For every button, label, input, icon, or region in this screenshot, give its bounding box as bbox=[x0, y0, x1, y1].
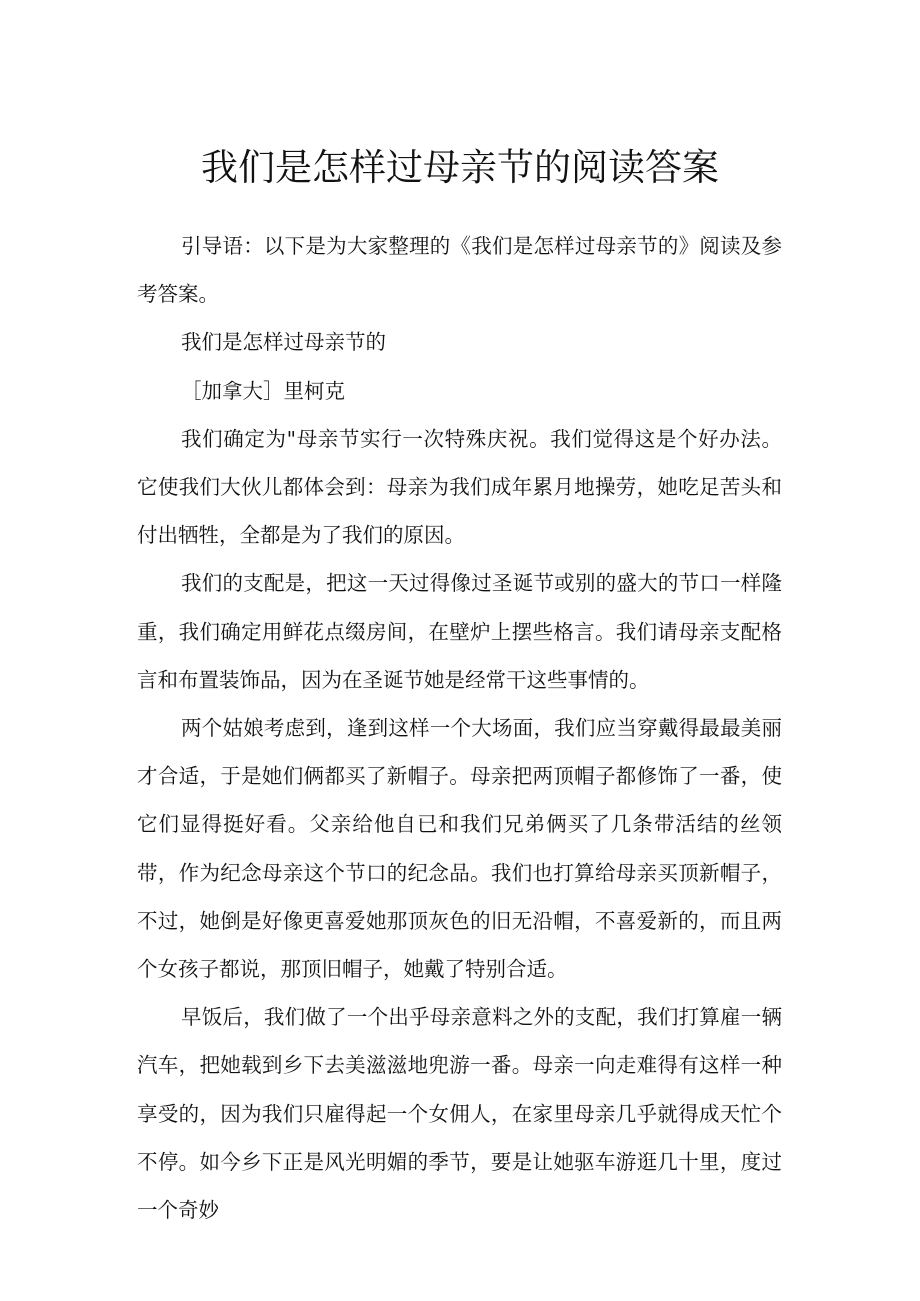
article-title: 我们是怎样过母亲节的 bbox=[181, 330, 386, 355]
body-paragraph: 两个姑娘考虑到，逢到这样一个大场面，我们应当穿戴得最最美丽才合适，于是她们俩都买了新帽子。母亲把两顶帽子都修饰了一番，使它们显得挺好看。父亲给他自已和我们兄弟俩买了几条带活结的丝领带，作为纪念母亲这个节口的纪念品。我们也打算给母亲买顶新帽子，不过，她倒是好像更喜爱她那顶灰色的旧无沿帽，不喜爱新的，而且两个女孩子都说，那顶旧帽子，她戴了特别合适。 bbox=[137, 716, 782, 982]
body-paragraph: 我们的支配是，把这一天过得像过圣诞节或别的盛大的节口一样隆重，我们确定用鲜花点缀房间，在壁炉上摆些格言。我们请母亲支配格言和布置装饰品，因为在圣诞节她是经常干这些事情的。 bbox=[137, 571, 782, 692]
page-title: 我们是怎样过母亲节的阅读答案 bbox=[201, 146, 719, 189]
document-body bbox=[137, 222, 782, 1234]
body-paragraph: 我们确定为"母亲节实行一次特殊庆祝。我们觉得这是个好办法。它使我们大伙儿都体会到：母亲为我们成年累月地操劳，她吃足苦头和付出牺牲，全都是为了我们的原因。 bbox=[137, 426, 782, 548]
author-line: ［加拿大］里柯克 bbox=[181, 378, 345, 403]
intro-paragraph: 引导语：以下是为大家整理的《我们是怎样过母亲节的》阅读及参考答案。 bbox=[137, 234, 782, 307]
body-paragraph: 早饭后，我们做了一个出乎母亲意料之外的支配，我们打算雇一辆汽车，把她载到乡下去美滋滋地兜游一番。母亲一向走难得有这样一种享受的，因为我们只雇得起一个女佣人，在家里母亲几乎就得成天忙个不停。如今乡下正是风光明媚的季节，要是让她驱车游逛几十里，度过一个奇妙 bbox=[137, 1005, 782, 1223]
